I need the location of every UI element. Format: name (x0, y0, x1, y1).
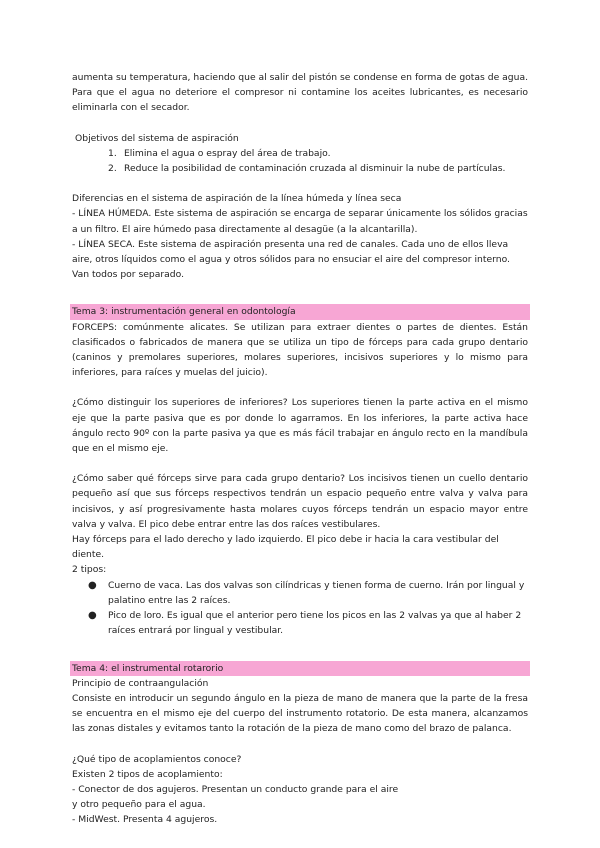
paragraph-secador: aumenta su temperatura, haciendo que al salir del pistón se condense en forma de gotas de agua. Para que el agua no deteriore el compresor ni contamine los aceites lubricantes, es necesario eliminarla con el secador. (72, 72, 528, 114)
tipos-label: 2 tipos: (72, 564, 107, 576)
objetivos-list (72, 146, 528, 176)
bullet-icon: ● (88, 579, 97, 591)
midwest-line: - MidWest. Presenta 4 agujeros. (72, 814, 218, 826)
distinguir-paragraph: ¿Cómo distinguir los superiores de inferiores? Los superiores tienen la parte activa en el mismo eje que la parte pasiva que es por donde lo agarramos. En los inferiores, la parte activa hace ángulo recto 90º con la parte pasiva ya que es más fácil trabajar en ángulo recto en la mandíbula que en el mismo eje. (72, 397, 528, 455)
forceps-paragraph: FORCEPS: comúnmente alicates. Se utilizan para extraer dientes o partes de dientes. Están clasificados o fabricados de manera que se utiliza un tipo de fórceps para cada grupo dentario (caninos y premolares superiores, molares superiores, incisivos superiores y lo mismo para inferiores, para raíces y muelas del juicio). (72, 321, 528, 379)
tipos-list (72, 578, 528, 639)
acoplamientos-question: ¿Qué tipo de acoplamientos conoce? (72, 753, 242, 765)
acoplamientos-intro: Existen 2 tipos de acoplamiento: (72, 768, 223, 780)
linea-seca-paragraph: - LÍNEA SECA. Este sistema de aspiración presenta una red de canales. Cada uno de ellos lleva aire, otros líquidos como el agua y otros sólidos para no ensuciar el aire del compresor interno. Van todos por separado. (72, 238, 510, 281)
conector-line-2: y otro pequeño para el agua. (72, 799, 206, 811)
tema3-heading: Tema 3: instrumentación general en odontología (70, 304, 530, 319)
list-item: 1. Elimina el agua o espray del área de trabajo. (108, 147, 331, 159)
linea-humeda-paragraph: - LÍNEA HÚMEDA. Este sistema de aspiración se encarga de separar únicamente los sólidos gracias a un filtro. El aire húmedo pasa directamente al desagüe (a la alcantarilla). (72, 208, 528, 235)
tema4-heading: Tema 4: el instrumental rotarorio (70, 661, 530, 676)
list-item: 2. Reduce la posibilidad de contaminación cruzada al disminuir la nube de partículas. (108, 163, 506, 175)
lados-paragraph: Hay fórceps para el lado derecho y lado izquierdo. El pico debe ir hacia la cara vestibular del diente. (72, 534, 499, 561)
principio-paragraph: Consiste en introducir un segundo ángulo en la pieza de mano de manera que la parte de la fresa se encuentra en el mismo eje del cuerpo del instrumento rotatorio. De esta manera, alcanzamos las zonas distales y evitamos tanto la rotación de la pieza de mano como del brazo de palanca. (72, 692, 528, 735)
contraangulacion-subheading: Principio de contraangulación (72, 677, 209, 689)
conector-line-1: - Conector de dos agujeros. Presentan un conducto grande para el aire (72, 783, 399, 795)
list-item: ● Pico de loro. Es igual que el anterior pero tiene los picos en las 2 valvas ya que al haber 2 raíces entrará por lingual y vestibular. (72, 608, 528, 638)
diferencias-heading: Diferencias en el sistema de aspiración de la línea húmeda y línea seca (72, 193, 402, 205)
bullet-icon: ● (88, 610, 97, 622)
objetivos-heading: Objetivos del sistema de aspiración (75, 132, 239, 144)
grupo-paragraph: ¿Cómo saber qué fórceps sirve para cada grupo dentario? Los incisivos tienen un cuello dentario pequeño así que sus fórceps respectivos tendrán un espacio pequeño entre valva y valva para incisivos, y así progresivamente hasta molares cuyos fórceps tendrán un espacio mayor entre valva y valva. El pico debe entrar entre las dos raíces vestibulares. (72, 473, 528, 530)
document-page (72, 70, 528, 828)
list-item: ● Cuerno de vaca. Las dos valvas son cilíndricas y tienen forma de cuerno. Irán por lingual y palatino entre las 2 raíces. (72, 578, 528, 608)
